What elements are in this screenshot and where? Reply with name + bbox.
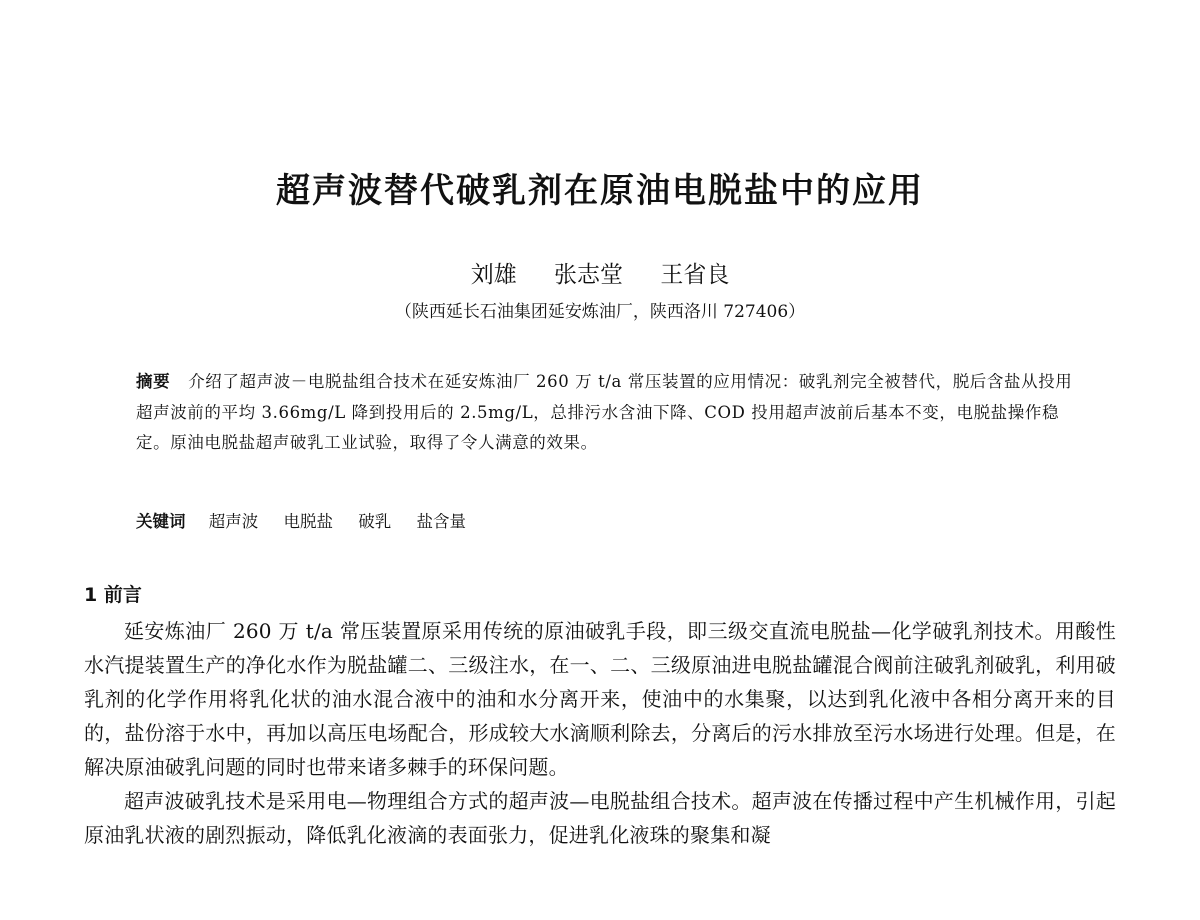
paper-title: 超声波替代破乳剂在原油电脱盐中的应用 [276, 171, 924, 211]
author-name: 张志堂 [554, 262, 623, 288]
author-name: 刘雄 [470, 262, 517, 288]
keyword: 超声波 [208, 512, 259, 531]
keyword: 电脱盐 [283, 512, 333, 531]
abstract [136, 367, 1081, 459]
body-paragraph: 延安炼油厂 260 万 t/a 常压装置原采用传统的原油破乳手段，即三级交直流电脱盐—化学破乳剂技术。用酸性水汽提装置生产的净化水作为脱盐罐二、三级注水，在一、二、三级原油进电脱盐罐混合阀前注破乳剂破乳，利用破乳剂的化学作用将乳化状的油水混合液中的油和水分离开来，使油中的水集聚，以达到乳化液中各相分离开来的目的，盐份溶于水中，再加以高压电场配合，形成较大水滴顺利除去，分离后的污水排放至污水场进行处理。但是，在解决原油破乳问题的同时也带来诸多棘手的环保问题。 [84, 619, 1116, 779]
keywords-label: 关键词 [136, 512, 186, 531]
section-heading: 1 前言 [84, 584, 142, 606]
author-list [0, 256, 1200, 289]
keyword: 盐含量 [416, 512, 466, 531]
section-body [84, 614, 1116, 852]
author-affiliation: （陕西延长石油集团延安炼油厂，陕西洛川 727406） [394, 302, 806, 322]
keyword: 破乳 [358, 512, 392, 531]
abstract-label: 摘要 [136, 372, 171, 391]
body-paragraph: 超声波破乳技术是采用电—物理组合方式的超声波—电脱盐组合技术。超声波在传播过程中产生机械作用，引起原油乳状液的剧烈振动，降低乳化液滴的表面张力，促进乳化液珠的聚集和凝 [84, 789, 1116, 847]
abstract-text: 介绍了超声波－电脱盐组合技术在延安炼油厂 260 万 t/a 常压装置的应用情况：破乳剂完全被替代，脱后含盐从投用超声波前的平均 3.66mg/L 降到投用后的 2.5mg/L，总排污水含油下降、COD 投用超声波前后基本不变，电脱盐操作稳定。原油电脱盐超声破乳工业试验，取得了令人满意的效果。 [136, 372, 1073, 452]
keywords [136, 507, 486, 537]
author-name: 王省良 [660, 262, 730, 288]
